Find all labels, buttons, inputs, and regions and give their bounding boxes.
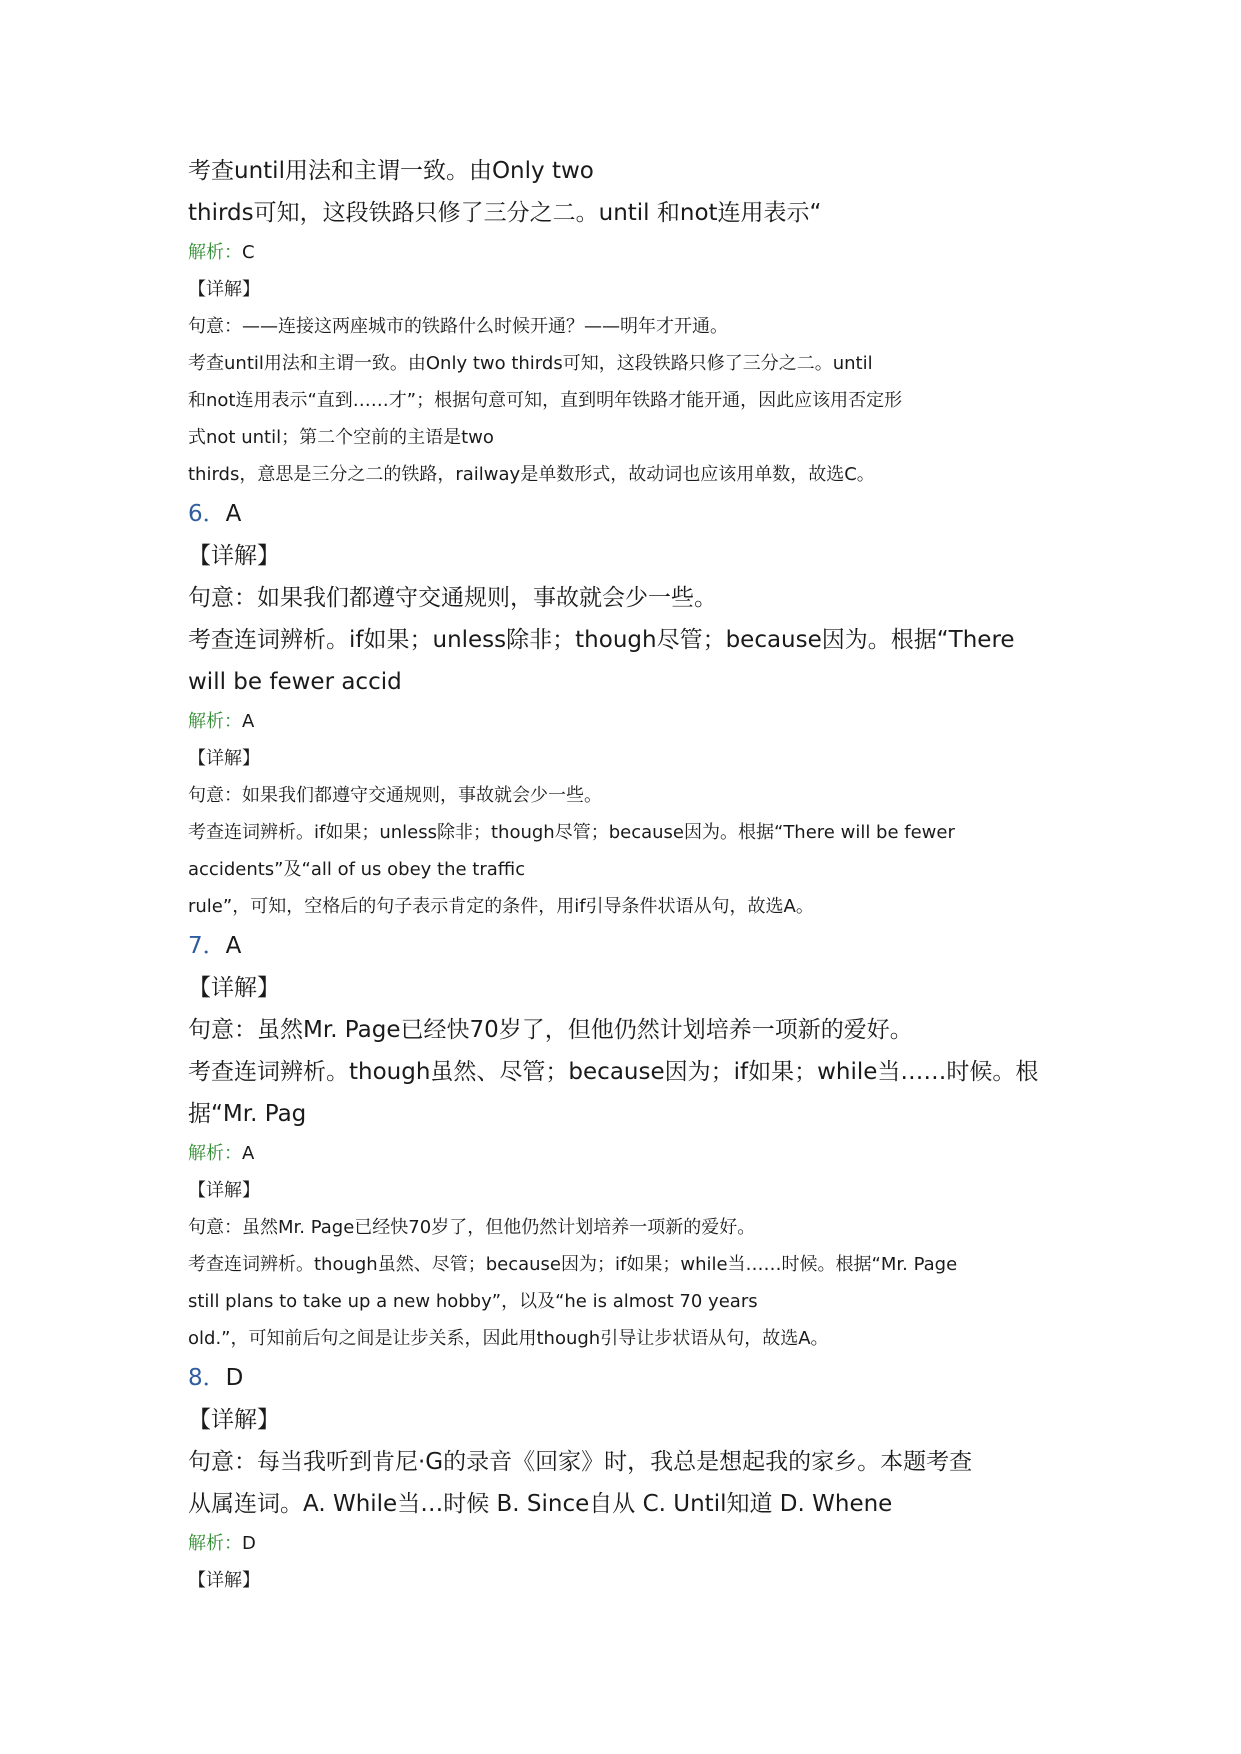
line-text: 式not until；第二个空前的主语是two [188,427,494,448]
text-line [188,577,1068,619]
line-text: 【详解】 [188,975,280,1001]
analysis-answer: A [242,1143,255,1164]
text-line [188,851,1068,888]
text-line [188,661,1068,703]
question-answer: D [225,1365,244,1391]
text-line [188,1009,1068,1051]
text-line [188,150,1068,192]
question-number: 8． [188,1365,226,1391]
text-line [188,1399,1068,1441]
text-line [188,308,1068,345]
text-line [188,1093,1068,1135]
text-line [188,345,1068,382]
analysis-answer: A [242,711,255,732]
line-text: 考查连词辨析。though虽然、尽管；because因为；if如果；while当……时候。根据“Mr. Page [188,1254,958,1275]
analysis-answer: C [242,242,255,263]
text-line [188,271,1068,308]
line-text: accidents”及“all of us obey the traffic [188,859,526,880]
answer-section [188,493,1068,925]
text-line [188,382,1068,419]
question-number: 6． [188,501,226,527]
line-text: 【详解】 [188,1407,280,1433]
answer-section [188,1357,1068,1599]
question-answer: A [225,933,242,959]
analysis-label: 解析： [188,1533,242,1554]
line-text: thirds可知，这段铁路只修了三分之二。until 和not连用表示“ [188,200,822,226]
line-text: 【详解】 [188,279,260,300]
text-line [188,535,1068,577]
text-line [188,814,1068,851]
text-line [188,1283,1068,1320]
text-line [188,1320,1068,1357]
analysis-answer: D [242,1533,256,1554]
analysis-line [188,1135,1068,1172]
line-text: 考查连词辨析。though虽然、尽管；because因为；if如果；while当……时候。根 [188,1059,1039,1085]
analysis-line [188,1525,1068,1562]
line-text: 句意：虽然Mr. Page已经快70岁了，但他仍然计划培养一项新的爱好。 [188,1217,756,1238]
line-text: 句意：——连接这两座城市的铁路什么时候开通？——明年才开通。 [188,316,728,337]
line-text: 【详解】 [188,543,280,569]
line-text: 考查连词辨析。if如果；unless除非；though尽管；because因为。根据“There [188,627,1015,653]
line-text: 句意：如果我们都遵守交通规则，事故就会少一些。 [188,585,717,611]
line-text: 句意：虽然Mr. Page已经快70岁了，但他仍然计划培养一项新的爱好。 [188,1017,913,1043]
line-text: still plans to take up a new hobby”，以及“he is almost 70 years [188,1291,758,1312]
analysis-label: 解析： [188,242,242,263]
text-line [188,1051,1068,1093]
text-line [188,1483,1068,1525]
line-text: 句意：每当我听到肯尼·G的录音《回家》时，我总是想起我的家乡。本题考查 [188,1449,973,1475]
question-number: 7． [188,933,226,959]
question-header [188,493,1068,535]
text-line [188,419,1068,456]
answer-section [188,150,1068,493]
line-text: 【详解】 [188,1570,260,1591]
line-text: 和not连用表示“直到……才”；根据句意可知，直到明年铁路才能开通，因此应该用否定形 [188,390,903,411]
text-line [188,1441,1068,1483]
question-header [188,1357,1068,1399]
text-line [188,1209,1068,1246]
text-line [188,967,1068,1009]
question-answer: A [225,501,242,527]
analysis-line [188,703,1068,740]
question-header [188,925,1068,967]
text-line [188,740,1068,777]
line-text: old.”，可知前后句之间是让步关系，因此用though引导让步状语从句，故选A。 [188,1328,829,1349]
answer-section [188,925,1068,1357]
answer-sheet-page [188,150,1068,1599]
line-text: 【详解】 [188,1180,260,1201]
line-text: 从属连词。A. While当…时候 B. Since自从 C. Until知道 D. Whene [188,1491,893,1517]
text-line [188,1562,1068,1599]
line-text: 据“Mr. Pag [188,1101,307,1127]
text-line [188,192,1068,234]
line-text: will be fewer accid [188,669,402,695]
line-text: 考查连词辨析。if如果；unless除非；though尽管；because因为。根据“There will be fewer [188,822,955,843]
analysis-label: 解析： [188,711,242,732]
line-text: 考查until用法和主谓一致。由Only two [188,158,594,184]
analysis-label: 解析： [188,1143,242,1164]
text-line [188,1246,1068,1283]
line-text: 句意：如果我们都遵守交通规则，事故就会少一些。 [188,785,602,806]
text-line [188,619,1068,661]
text-line [188,1172,1068,1209]
line-text: rule”，可知，空格后的句子表示肯定的条件，用if引导条件状语从句，故选A。 [188,896,814,917]
text-line [188,456,1068,493]
line-text: 考查until用法和主谓一致。由Only two thirds可知，这段铁路只修了三分之二。until [188,353,873,374]
text-line [188,777,1068,814]
line-text: 【详解】 [188,748,260,769]
analysis-line [188,234,1068,271]
line-text: thirds，意思是三分之二的铁路，railway是单数形式，故动词也应该用单数，故选C。 [188,464,875,485]
text-line [188,888,1068,925]
